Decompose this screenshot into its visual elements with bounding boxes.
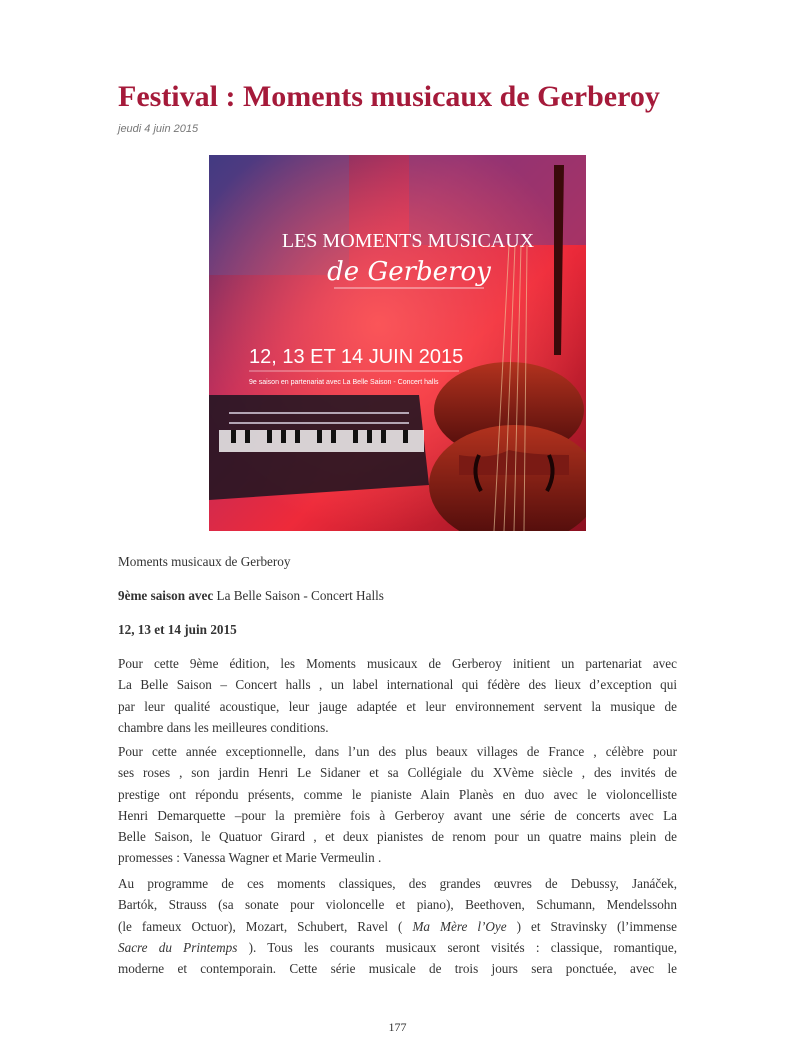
page-number: 177 — [388, 1020, 407, 1034]
para2-line: prestige ont répondu présents, comme le pianiste Alain Planès en duo avec le violoncelliste — [118, 786, 677, 802]
para1-line: La Belle Saison – Concert halls , un label international qui fédère des lieux d’exception qui — [118, 677, 677, 693]
work-title-ma-mere-loye: Ma Mère l’Oye — [412, 918, 507, 934]
para3-line — [118, 916, 677, 937]
image-caption: Moments musicaux de Gerberoy — [118, 554, 291, 569]
para3-text: ). Tous les courants musicaux seront visités : classique, romantique, — [237, 939, 677, 955]
festival-poster — [209, 155, 586, 531]
season-rest: La Belle Saison - Concert Halls — [213, 588, 384, 603]
para1-line: chambre dans les meilleures conditions. — [118, 719, 329, 735]
paragraph-2 — [118, 741, 677, 869]
para3-line — [118, 937, 677, 958]
para1-line: Pour cette 9ème édition, les Moments musicaux de Gerberoy initient un partenariat avec — [118, 656, 677, 671]
para3-text: ) et Stravinsky (l’immense — [506, 918, 678, 934]
para3-text: (le fameux Octuor), Mozart, Schubert, Ravel ( — [118, 918, 413, 934]
para1-line: par leur qualité acoustique, leur jauge adaptée et leur environnement servent la musique de — [118, 698, 677, 714]
paragraph-3 — [118, 873, 677, 979]
season-bold: 9ème saison avec — [118, 588, 214, 603]
paragraph-1 — [118, 653, 677, 738]
para3-line: moderne et contemporain. Cette série musicale de trois jours sera ponctuée, avec le — [118, 961, 677, 977]
para2-line: promesses : Vanessa Wagner et Marie Vermeulin . — [118, 850, 382, 866]
poster-subtitle: 9e saison en partenariat avec La Belle Saison - Concert halls — [249, 379, 439, 386]
work-title-sacre: Sacre du Printemps — [118, 939, 238, 955]
page-title: Festival : Moments musicaux de Gerberoy — [118, 80, 660, 113]
season-line — [118, 585, 677, 606]
para2-line: Pour cette année exceptionnelle, dans l’un des plus beaux villages de France , célèbre pour — [118, 744, 677, 759]
poster-title-line2: de Gerberoy — [327, 257, 491, 287]
para2-line: Belle Saison, le Quatuor Girard , et deux pianistes de renom pour un quatre mains plein de — [118, 829, 677, 845]
para3-line: Bartók, Strauss (sa sonate pour violoncelle et piano), Beethoven, Schumann, Mendelssohn — [118, 897, 677, 913]
article-date: jeudi 4 juin 2015 — [118, 123, 199, 135]
para3-line: Au programme de ces moments classiques, des grandes œuvres de Debussy, Janáček, — [118, 876, 677, 891]
dates-heading: 12, 13 et 14 juin 2015 — [118, 622, 237, 637]
para2-line: ses roses , son jardin Henri Le Sidaner et sa Collégiale du XVème siècle , des invités de — [118, 765, 677, 781]
poster-dates: 12, 13 ET 14 JUIN 2015 — [249, 346, 464, 368]
poster-title-line1: LES MOMENTS MUSICAUX — [281, 230, 535, 252]
para2-line: Henri Demarquette –pour la première fois à Gerberoy avant une série de concerts avec La — [118, 807, 677, 823]
